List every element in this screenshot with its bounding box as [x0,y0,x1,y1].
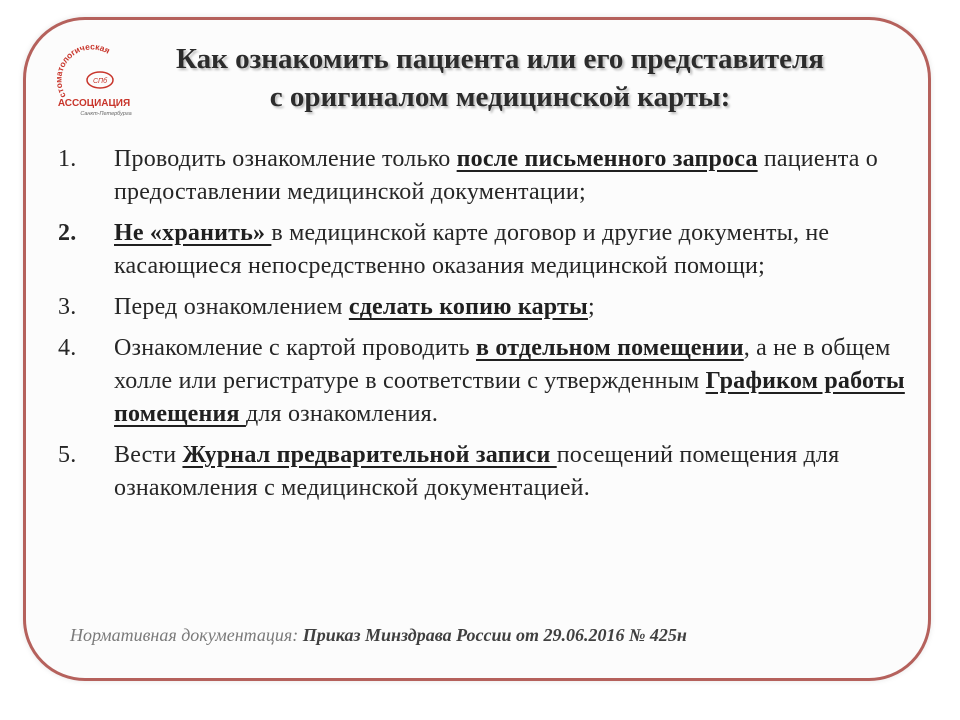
title-line-1: Как ознакомить пациента или его представителя [175,43,824,75]
list-item [58,332,908,431]
item-highlight: Не «хранить» [114,220,272,246]
item-text-part: Проводить ознакомление только [114,146,457,172]
item-number: 1. [58,146,77,172]
item-text-part: Вести [114,442,183,468]
item-text-part: Перед ознакомлением [114,294,349,320]
svg-text:стоматологическая [53,41,111,99]
item-text-part: , а не в общем холле или регистратуре в соответствии с утвержденным [114,335,891,394]
title-line-2: с оригиналом медицинской карты: [269,81,731,113]
item-text-part: пациента о предоставлении медицинской документации; [114,146,878,205]
list-item [58,439,908,505]
footer-reference: Приказ Минздрава России от 29.06.2016 № 425н [302,625,687,645]
list-item [58,143,908,209]
item-text [114,217,908,283]
item-text [114,332,908,431]
item-text-part: для ознакомления. [245,401,439,427]
item-text [114,291,908,324]
item-text [114,439,908,505]
item-highlight: в отдельном помещении [475,335,744,361]
item-number: 3. [58,294,77,320]
list-item [58,217,908,283]
item-text-part: Ознакомление с картой проводить [114,335,476,361]
list-item [58,291,908,324]
item-highlight: сделать копию карты [348,294,588,320]
logo-city: Санкт-Петербурга [80,111,132,117]
item-number: 4. [58,335,77,361]
item-highlight: после письменного запроса [456,146,758,172]
slide-title [120,40,880,116]
item-text-part: в медицинской карте договор и другие документы, не касающиеся непосредственно оказания медицинской помощи; [114,220,830,279]
item-highlight: Журнал предварительной записи [182,442,557,468]
logo-mark-text: СПб [92,78,108,85]
logo-name: АССОЦИАЦИЯ [57,98,131,109]
footer-note [70,625,890,646]
item-highlight: Графиком работы помещения [114,368,905,427]
footer-label: Нормативная документация: [70,625,303,645]
recommendations-list [58,143,908,513]
logo-arc-text: стоматологическая [53,41,112,100]
item-text-part: ; [587,294,595,320]
item-text-part: посещений помещения для ознакомления с медицинской документацией. [114,442,840,501]
item-number: 5. [58,442,77,468]
item-number: 2. [58,220,77,246]
item-text [114,143,908,209]
